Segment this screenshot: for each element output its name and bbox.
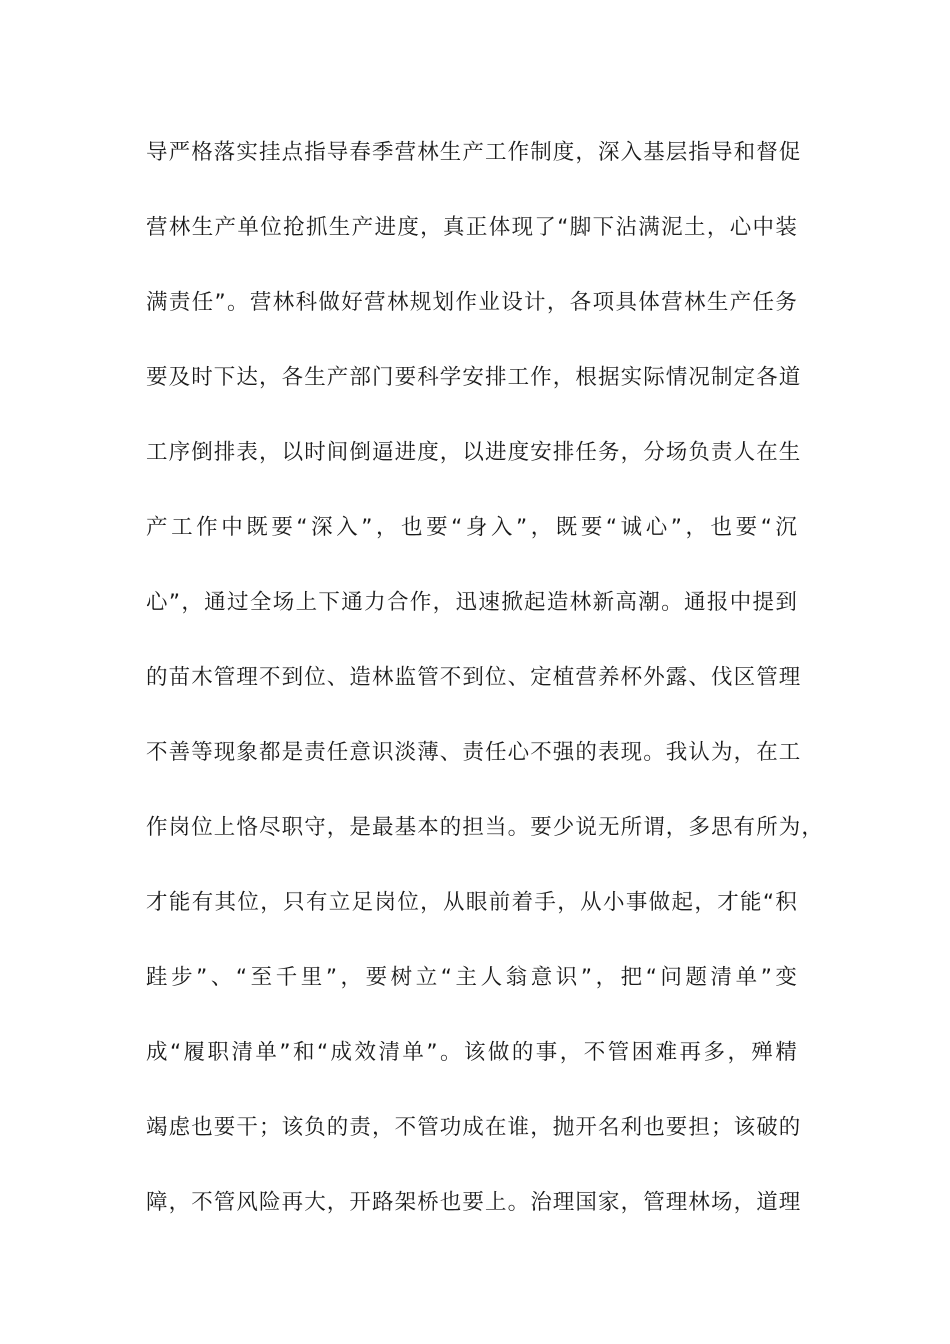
- text-line: 障，不管风险再大，开路架桥也要上。治理国家，管理林场，道理: [146, 1190, 802, 1215]
- text-line: 导严格落实挂点指导春季营林生产工作制度，深入基层指导和督促: [146, 140, 802, 165]
- body-paragraph: [146, 133, 825, 1258]
- text-line: 营林生产单位抢抓生产进度，真正体现了“脚下沾满泥土，心中装: [146, 215, 798, 240]
- text-line: 成“履职清单”和“成效清单”。该做的事，不管困难再多，殚精: [146, 1040, 798, 1065]
- text-line: 工序倒排表，以时间倒逼进度，以进度安排任务，分场负责人在生: [146, 440, 802, 465]
- text-line: 的苗木管理不到位、造林监管不到位、定植营养杯外露、伐区管理: [146, 665, 802, 690]
- text-line: 要及时下达，各生产部门要科学安排工作，根据实际情况制定各道: [146, 365, 802, 390]
- text-line: 才能有其位，只有立足岗位，从眼前着手，从小事做起，才能“积: [146, 890, 798, 915]
- text-line: 不善等现象都是责任意识淡薄、责任心不强的表现。我认为，在工: [146, 740, 802, 765]
- text-line: 作岗位上恪尽职守，是最基本的担当。要少说无所谓，多思有所为，: [146, 815, 825, 840]
- text-line: 心”，通过全场上下通力合作，迅速掀起造林新高潮。通报中提到: [146, 590, 798, 615]
- text-line: 满责任”。营林科做好营林规划作业设计，各项具体营林生产任务: [146, 290, 798, 315]
- text-line: 跬步”、“至千里”，要树立“主人翁意识”，把“问题清单”变: [146, 965, 798, 990]
- text-line: 竭虑也要干；该负的责，不管功成在谁，抛开名利也要担；该破的: [146, 1115, 802, 1140]
- text-line: 产工作中既要“深入”，也要“身入”，既要“诚心”，也要“沉: [146, 515, 798, 540]
